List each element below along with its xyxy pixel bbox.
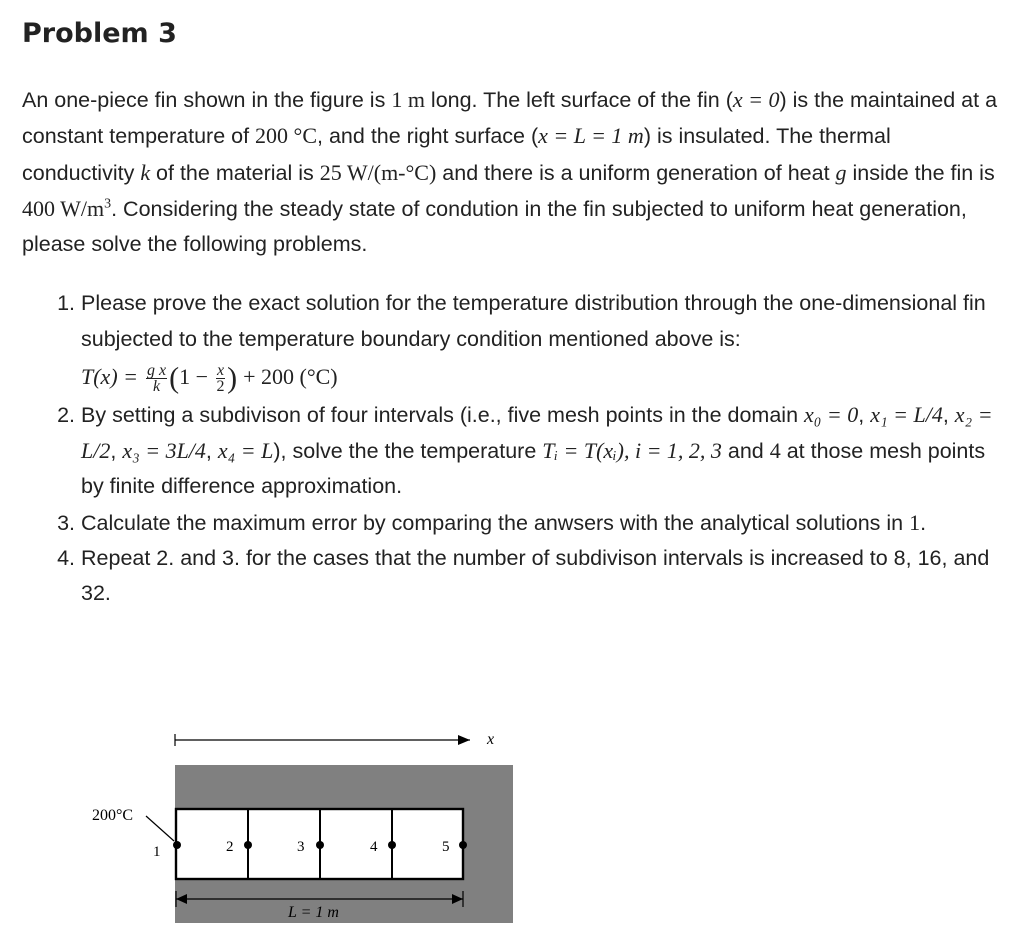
fraction-gx-over-k: $\frac{\text{g x}}{k}$	[146, 361, 167, 395]
mesh-node	[388, 841, 396, 849]
xL-condition: x = L = 1 m	[538, 123, 644, 149]
x0-condition: x = 0	[732, 87, 780, 112]
fraction-x-over-2: $\frac{x}{2}$	[216, 361, 225, 395]
node-label: 3	[297, 839, 305, 855]
boundary-temperature: 200 °C	[255, 123, 318, 149]
fin-diagram	[80, 725, 530, 935]
node-label: 1	[153, 844, 161, 860]
generation-value: 400 $W/m^3$	[22, 195, 112, 221]
mesh-node	[244, 841, 252, 849]
temperature-label: 200°C	[92, 807, 134, 824]
node-label: 2	[226, 839, 234, 855]
mesh-node	[459, 841, 467, 849]
x-axis-arrow	[458, 735, 470, 745]
mesh-node	[173, 841, 181, 849]
problem-intro: An one-piece fin shown in the figure is 1 m long. The left surface of the fin (x = 0) is the maintained at a constant temperature of 200 °C, and the right surface (x = L = 1 m) is insulated. The thermal conductivity k of the material is 25 W/(m-°C) and there is a uniform generation of heat g inside the fin is 400 $W/m^3$. Considering the steady state of condution in the fin subjected to uniform heat generation, please solve the following problems.	[22, 87, 998, 257]
fin-length: 1 m	[391, 87, 425, 112]
problem-item-4: 4. Repeat 2. and 3. for the cases that the number of subdivison intervals is increased to 8, 16, and 32.	[81, 541, 1002, 611]
problem-item-1: 1. Please prove the exact solution for the temperature distribution through the one-dimensional fin subjected to the temperature boundary condition mentioned above is: T(x) = $\frac{\text{g x}}{k}$ (1 − $\frac{x}{2}$ ) + 200 (°C)	[81, 286, 1002, 396]
node-label: 4	[370, 839, 378, 855]
fin-figure	[80, 725, 530, 940]
mesh-node	[316, 841, 324, 849]
problem-item-2: 2. By setting a subdivison of four intervals (i.e., five mesh points in the domain x₀ = 0, x₁ = L/4, x₂ = L/2, x₃ = 3L/4, x₄ = L), solve the the temperature Tᵢ = T(xᵢ), i = 1, 2, 3 and 4 at those mesh points by finite difference approximation.	[81, 397, 1002, 505]
document	[22, 14, 1002, 611]
problem-item-3: 3. Calculate the maximum error by comparing the anwsers with the analytical solutions in 1.	[81, 505, 1002, 541]
length-label: L = 1 m	[288, 904, 339, 921]
temperature-leader-line	[146, 816, 174, 841]
x-axis-label: x	[487, 731, 495, 748]
exact-solution-equation: T(x) = $\frac{\text{g x}}{k}$ (1 − $\frac{x}{2}$ ) + 200 (°C)	[81, 361, 338, 395]
conductivity-value: 25 W/(m-°C)	[319, 159, 437, 185]
problem-list	[22, 286, 1002, 611]
generation-symbol: g	[835, 159, 847, 185]
problem-title: Problem 3	[22, 18, 177, 49]
conductivity-symbol: k	[140, 159, 151, 185]
node-label: 5	[442, 839, 450, 855]
